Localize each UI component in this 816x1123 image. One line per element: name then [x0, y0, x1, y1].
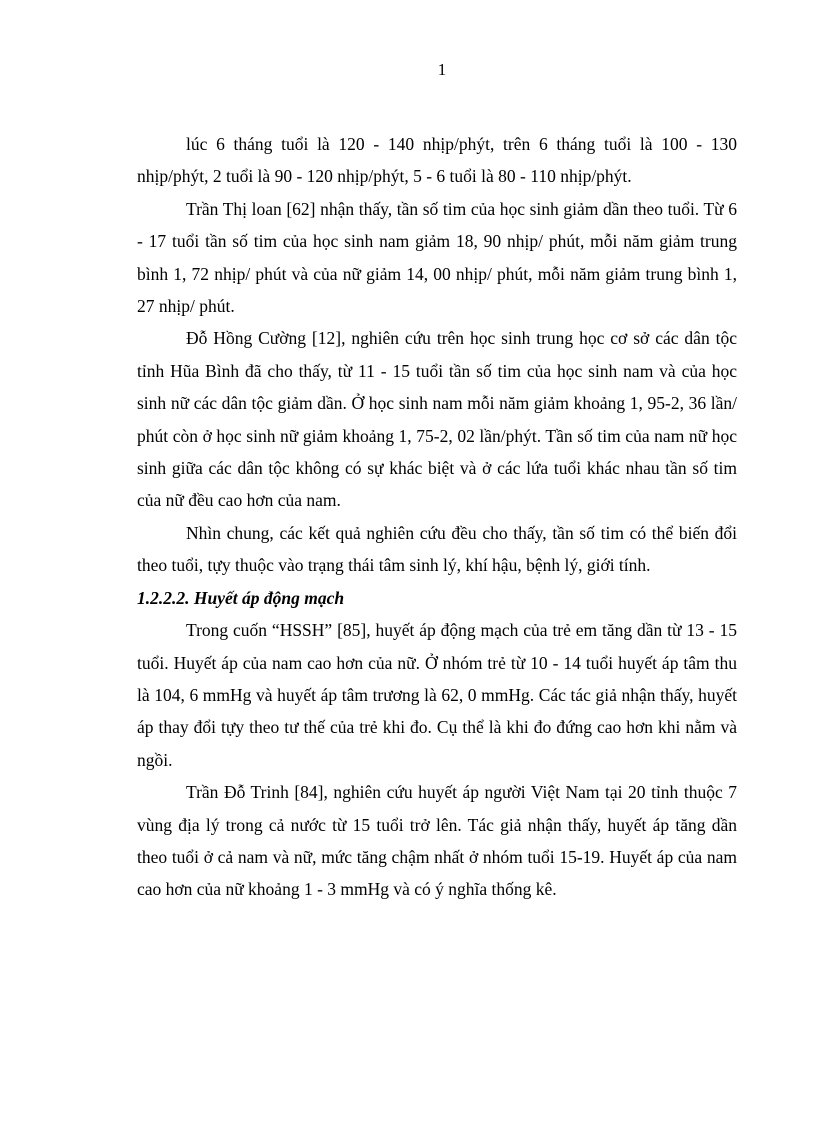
paragraph-tran-do-trinh: Trần Đỗ Trinh [84], nghiên cứu huyết áp người Việt Nam tại 20 tỉnh thuộc 7 vùng địa lý trong cả nước từ 15 tuổi trở lên. Tác giả nhận thấy, huyết áp tăng dần theo tuổi ở cả nam và nữ, mức tăng chậm nhất ở nhóm tuổi 15-19. Huyết áp của nam cao hơn của nữ khoảng 1 - 3 mmHg và có ý nghĩa thống kê.: [137, 782, 737, 900]
document-body: [137, 128, 737, 906]
page-number: 1: [437, 60, 447, 79]
section-heading: 1.2.2.2. Huyết áp động mạch: [137, 587, 345, 608]
paragraph-tran-thi-loan: Trần Thị loan [62] nhận thấy, tần số tim của học sinh giảm dần theo tuổi. Từ 6 - 17 tuổi tần số tim của học sinh nam giảm 18, 90 nhịp/ phút, mỗi năm giảm trung bình 1, 72 nhịp/ phút và của nữ giảm 14, 00 nhịp/ phút, mỗi năm giảm trung bình 1, 27 nhịp/ phút.: [137, 198, 737, 317]
paragraph-summary: Nhìn chung, các kết quả nghiên cứu đều cho thấy, tần số tim có thể biến đổi theo tuổi, tựy thuộc vào trạng thái tâm sinh lý, khí hậu, bệnh lý, giới tính.: [137, 522, 737, 576]
paragraph-hssh: Trong cuốn “HSSH” [85], huyết áp động mạch của trẻ em tăng dần từ 13 - 15 tuổi. Huyết áp của nam cao hơn của nữ. Ở nhóm trẻ từ 10 - 14 tuổi huyết áp tâm thu là 104, 6 mmHg và huyết áp tâm trương là 62, 0 mmHg. Các tác giả nhận thấy, huyết áp thay đổi tựy theo tư thế của trẻ khi đo. Cụ thể là khi đo đứng cao hơn khi nằm và ngồi.: [137, 620, 737, 770]
paragraph-heart-rate-infants: lúc 6 tháng tuổi là 120 - 140 nhịp/phýt, trên 6 tháng tuổi là 100 - 130 nhịp/phýt, 2 tuổi là 90 - 120 nhịp/phýt, 5 - 6 tuổi là 80 - 110 nhịp/phýt.: [137, 134, 737, 187]
paragraph-do-hong-cuong: Đỗ Hồng Cường [12], nghiên cứu trên học sinh trung học cơ sở các dân tộc tỉnh Hũa Bình đã cho thấy, từ 11 - 15 tuổi tần số tim của học sinh nam và của học sinh nữ các dân tộc giảm dần. Ở học sinh nam mỗi năm giảm khoảng 1, 95-2, 36 lần/ phút còn ở học sinh nữ giảm khoảng 1, 75-2, 02 lần/phýt. Tần số tim của nam nữ học sinh giữa các dân tộc không có sự khác biệt và ở các lứa tuổi khác nhau tần số tim của nữ đều cao hơn của nam.: [137, 328, 737, 511]
